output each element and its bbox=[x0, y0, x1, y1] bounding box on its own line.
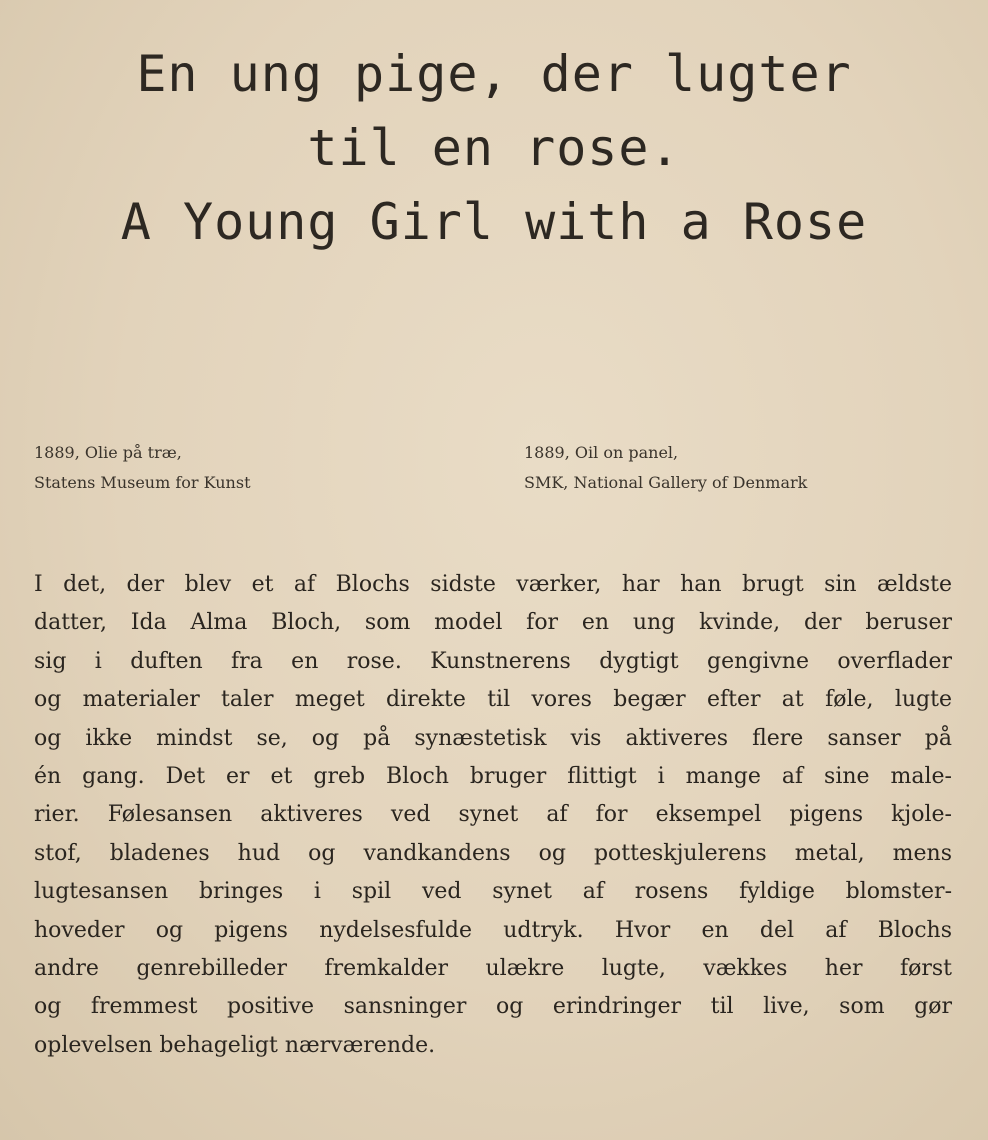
description-body bbox=[34, 566, 952, 1065]
artwork-meta-english bbox=[524, 438, 807, 498]
body-line: hoveder og pigens nydelsesfulde udtryk. Hvor en del af Blochs bbox=[34, 917, 952, 943]
body-line: rier. Følesansen aktiveres ved synet af for eksempel pigens kjole- bbox=[34, 802, 952, 828]
body-line: lugtesansen bringes i spil ved synet af rosens fyldige blomster- bbox=[34, 879, 952, 905]
artwork-meta-danish bbox=[34, 438, 251, 498]
body-line: andre genrebilleder fremkalder ulækre lugte, vækkes her først bbox=[34, 956, 952, 982]
body-line: oplevelsen behageligt nærværende. bbox=[34, 1032, 436, 1058]
body-line: og materialer taler meget direkte til vores begær efter at føle, lugte bbox=[34, 687, 952, 713]
title-danish-line-1: En ung pige, der lugter bbox=[136, 45, 852, 103]
body-line: stof, bladenes hud og vandkandens og potteskjulerens metal, mens bbox=[34, 840, 952, 866]
body-line: sig i duften fra en rose. Kunstnerens dygtigt gengivne overflader bbox=[34, 648, 952, 674]
body-line: én gang. Det er et greb Bloch bruger flittigt i mange af sine male- bbox=[34, 764, 952, 790]
body-line: datter, Ida Alma Bloch, som model for en ung kvinde, der beruser bbox=[34, 610, 952, 636]
body-line: I det, der blev et af Blochs sidste værker, har han brugt sin ældste bbox=[34, 572, 952, 597]
meta-danish-date-medium: 1889, Olie på træ, bbox=[34, 443, 182, 462]
title-english: A Young Girl with a Rose bbox=[120, 193, 868, 251]
title-danish-line-2: til en rose. bbox=[307, 119, 681, 177]
meta-english-collection: SMK, National Gallery of Denmark bbox=[524, 473, 808, 492]
body-line: og fremmest positive sansninger og erindringer til live, som gør bbox=[34, 994, 952, 1020]
body-line: og ikke mindst se, og på synæstetisk vis aktiveres flere sanser på bbox=[34, 725, 952, 751]
meta-danish-collection: Statens Museum for Kunst bbox=[34, 473, 251, 492]
meta-english-date-medium: 1889, Oil on panel, bbox=[524, 443, 679, 462]
